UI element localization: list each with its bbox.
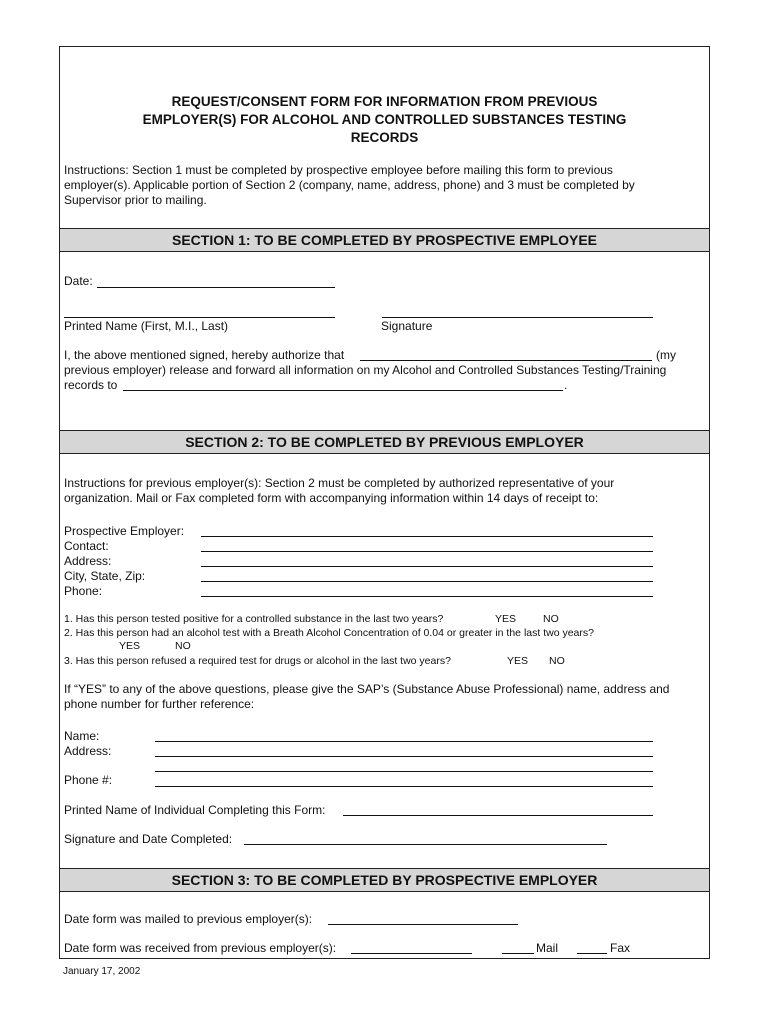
- phone-field[interactable]: [201, 596, 653, 597]
- sap-phone-field[interactable]: [155, 786, 653, 787]
- form-page: [59, 46, 710, 959]
- contact-label: Contact:: [64, 539, 109, 553]
- instructions-line-2: employer(s). Applicable portion of Section 2 (company, name, address, phone) and 3 must be completed by: [64, 178, 635, 192]
- prospective-employer-field[interactable]: [201, 536, 653, 537]
- address-field[interactable]: [201, 566, 653, 567]
- authorize-text-3: records to: [64, 378, 118, 392]
- signature-field[interactable]: [382, 317, 653, 318]
- question-3-no[interactable]: NO: [549, 655, 565, 667]
- city-state-zip-label: City, State, Zip:: [64, 569, 146, 583]
- mail-label: Mail: [536, 941, 559, 955]
- signature-date-field[interactable]: [244, 844, 607, 845]
- authorize-text-2: previous employer) release and forward all information on my Alcohol and Controlled Substances Testing/Training: [64, 363, 667, 377]
- fax-checkbox-line[interactable]: [577, 953, 607, 954]
- date-mailed-field[interactable]: [328, 924, 518, 925]
- signature-date-label: Signature and Date Completed:: [64, 832, 233, 846]
- records-to-field[interactable]: [123, 390, 563, 391]
- previous-employer-field[interactable]: [360, 360, 652, 361]
- question-2-no[interactable]: NO: [175, 640, 191, 652]
- completer-name-field[interactable]: [343, 815, 653, 816]
- question-2-yes[interactable]: YES: [119, 640, 141, 652]
- section-2-header: SECTION 2: TO BE COMPLETED BY PREVIOUS EMPLOYER: [60, 430, 709, 454]
- mail-checkbox-line[interactable]: [502, 953, 534, 954]
- instructions-line-1: Instructions: Section 1 must be completed by prospective employee before mailing this form to previous: [64, 163, 613, 177]
- sap-phone-label: Phone #:: [64, 773, 113, 787]
- authorize-text-3-end: .: [564, 378, 568, 392]
- question-1: 1. Has this person tested positive for a controlled substance in the last two years?: [64, 613, 444, 625]
- printed-name-label: Printed Name (First, M.I., Last): [64, 319, 229, 333]
- date-mailed-label: Date form was mailed to previous employer(s):: [64, 912, 313, 926]
- question-3: 3. Has this person refused a required test for drugs or alcohol in the last two years?: [64, 655, 451, 667]
- fax-label: Fax: [610, 941, 631, 955]
- prospective-employer-label: Prospective Employer:: [64, 524, 185, 538]
- authorize-text-1: I, the above mentioned signed, hereby authorize that: [64, 348, 345, 362]
- instructions-line-3: Supervisor prior to mailing.: [64, 193, 207, 207]
- section-1-header: SECTION 1: TO BE COMPLETED BY PROSPECTIVE EMPLOYEE: [60, 228, 709, 252]
- question-3-yes[interactable]: YES: [507, 655, 529, 667]
- date-received-field[interactable]: [351, 953, 472, 954]
- s2-instructions-line-1: Instructions for previous employer(s): Section 2 must be completed by authorized representative of your: [64, 476, 615, 490]
- completer-name-label: Printed Name of Individual Completing this Form:: [64, 803, 326, 817]
- sap-address-field[interactable]: [155, 756, 653, 757]
- question-2: 2. Has this person had an alcohol test with a Breath Alcohol Concentration of 0.04 or greater in the last two years?: [64, 627, 594, 639]
- signature-label: Signature: [381, 319, 433, 333]
- sap-text-2: phone number for further reference:: [64, 697, 255, 711]
- title-line-1: REQUEST/CONSENT FORM FOR INFORMATION FROM PREVIOUS: [171, 94, 598, 109]
- sap-text-1: If “YES” to any of the above questions, please give the SAP’s (Substance Abuse Professional) name, address and: [64, 682, 670, 696]
- title-line-3: RECORDS: [350, 130, 419, 145]
- printed-name-field[interactable]: [64, 317, 335, 318]
- question-1-yes[interactable]: YES: [495, 613, 517, 625]
- form-title: [60, 93, 709, 147]
- date-field[interactable]: [97, 287, 335, 288]
- sap-name-field[interactable]: [155, 741, 653, 742]
- authorize-text-1-end: (my: [656, 348, 676, 362]
- section-3-header: SECTION 3: TO BE COMPLETED BY PROSPECTIVE EMPLOYER: [60, 868, 709, 892]
- s2-instructions-line-2: organization. Mail or Fax completed form with accompanying information within 14 days of receipt to:: [64, 491, 599, 505]
- city-state-zip-field[interactable]: [201, 581, 653, 582]
- date-label: Date:: [64, 274, 93, 288]
- phone-label: Phone:: [64, 584, 103, 598]
- contact-field[interactable]: [201, 551, 653, 552]
- address-label: Address:: [64, 554, 112, 568]
- sap-address-label: Address:: [64, 744, 112, 758]
- sap-address-field-2[interactable]: [155, 771, 653, 772]
- sap-name-label: Name:: [64, 729, 100, 743]
- date-received-label: Date form was received from previous employer(s):: [64, 941, 337, 955]
- title-line-2: EMPLOYER(S) FOR ALCOHOL AND CONTROLLED SUBSTANCES TESTING: [142, 112, 627, 127]
- question-1-no[interactable]: NO: [543, 613, 559, 625]
- footer-date: January 17, 2002: [63, 966, 141, 977]
